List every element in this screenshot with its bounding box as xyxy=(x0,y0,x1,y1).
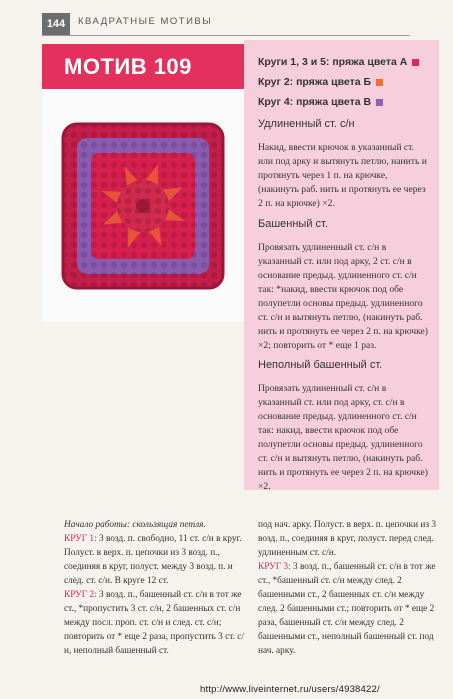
crochet-square-illustration xyxy=(59,120,227,292)
color-swatch-b xyxy=(376,79,383,86)
source-url: http://www.liveinternet.ru/users/4938422/ xyxy=(200,684,380,695)
instructions-column-right xyxy=(258,518,438,658)
round-label: КРУГ 2: xyxy=(64,590,97,600)
legend-item xyxy=(258,72,419,92)
stitch-description: Накид, ввести крючок в указанный ст. или под арку и вытянуть петлю, нанить и протянуть через 1 п. на крючке, (накинуть раб. нить и протянуть ее через 2 п. на крючке) ×2. xyxy=(258,142,427,209)
section-title: КВАДРАТНЫЕ МОТИВЫ xyxy=(78,16,213,27)
legend-label: Круг 4: пряжа цвета В xyxy=(258,96,372,108)
round-text: 3 возд. п. свободно, 11 ст. с/н в круг. Полуст. в верх. п. цепочки из 3 возд. п., соединяя в круг, полуст. между 3 возд. п. и след. ст. с/н. В круге 12 ст. xyxy=(64,534,242,586)
round-label: КРУГ 1: xyxy=(64,534,97,544)
legend-label: Круг 2: пряжа цвета Б xyxy=(258,76,372,88)
round-label: КРУГ 3: xyxy=(258,562,291,572)
instructions-column-left xyxy=(64,518,244,658)
stitch-title: Неполный башенный ст. xyxy=(258,359,383,371)
color-swatch-a xyxy=(412,59,419,66)
stitch-title: Удлиненный ст. с/н xyxy=(258,118,355,130)
round-1 xyxy=(64,532,244,588)
round-2-continued: под нач. арку. Полуст. в верх. п. цепочки из 3 возд. п., соединяя в круг, полуст. перед след. удлиненным ст. с/н. xyxy=(258,520,436,558)
motif-title: МОТИВ 109 xyxy=(64,53,192,79)
page-header xyxy=(0,0,453,40)
stitch-title: Башенный ст. xyxy=(258,218,328,230)
stitch-definition xyxy=(258,117,430,211)
round-text: 3 возд. п., башенный ст. с/н в тот же ст., *пропустить 3 ст. с/н, 2 башенных ст. с/н между посл. проп. ст. с/н и след. ст. с/н; повторить от * еще 2 раза, пропустить 3 ст. с/н, неполный башенный ст. xyxy=(64,590,244,656)
stitch-definition xyxy=(258,217,430,353)
stitch-definition xyxy=(258,358,430,494)
round-text: 3 возд. п., башенный ст. с/н в тот же ст., *башенный ст. с/н между след. 2 башенными ст., 2 башенных ст. с/н между след. 2 башенными ст.; повторить от * еще 2 раза, башенный ст. с/н между след. 2 башенными ст., неполный башенный ст. под нач. арку. xyxy=(258,562,436,656)
legend-item xyxy=(258,92,419,112)
motif-photo xyxy=(42,89,244,322)
legend-label: Круги 1, 3 и 5: пряжа цвета А xyxy=(258,56,408,68)
round-2 xyxy=(64,588,244,658)
stitch-description: Провязать удлиненный ст. с/н в указанный ст. или под арку, ст. с/н в основание предыд. удлиненного ст. с/н так: накид, ввести крючок под обе полупетли основы предыд. удлиненного ст. с/н и вытянуть петлю, (накинуть раб. нить и протянуть ее через 2 п. на крючке) ×2. xyxy=(258,383,428,492)
legend-item xyxy=(258,52,419,72)
motif-title-bar xyxy=(42,44,244,89)
color-swatch-c xyxy=(376,99,383,106)
round-3 xyxy=(258,560,438,658)
stitch-description: Провязать удлиненный ст. с/н в указанный ст. или под арку, 2 ст. с/н в основание предыд. удлиненного ст. с/н так: *накид, ввести крючок под обе полупетли основы предыд. удлиненного ст. с/н и вытянуть петлю, (накинуть раб. нить и протянуть ее через 2 п. на крючке) ×2; повторить от * еще 1 раз. xyxy=(258,242,428,351)
header-divider xyxy=(42,35,410,36)
yarn-legend xyxy=(258,52,419,112)
start-note: Начало работы: скользящая петля. xyxy=(64,520,206,530)
page-number: 144 xyxy=(42,13,70,35)
